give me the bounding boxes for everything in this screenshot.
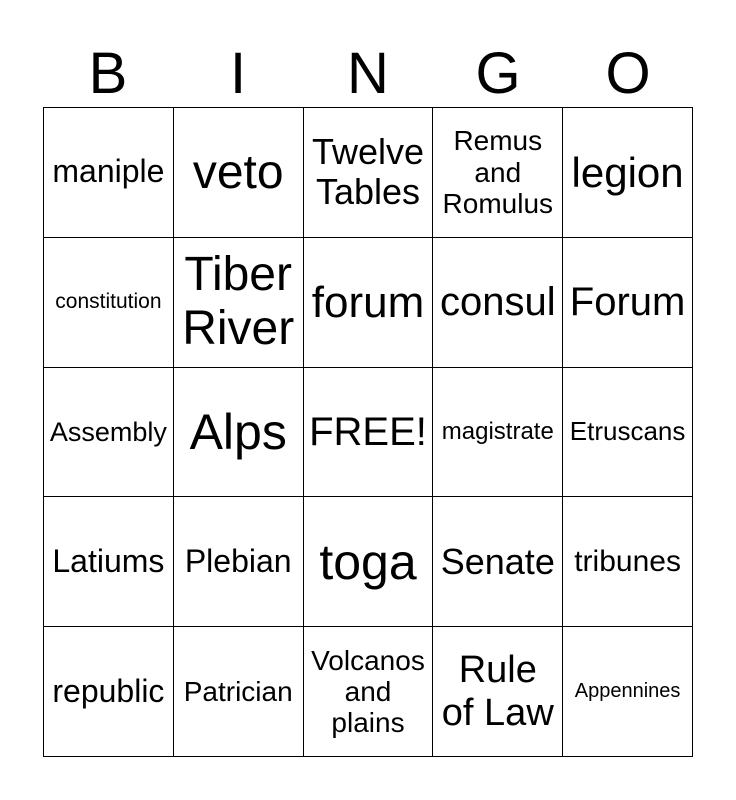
bingo-cell-label: Rule of Law xyxy=(441,649,554,734)
bingo-cell-label: Forum xyxy=(569,279,686,324)
header-letter-i: I xyxy=(229,41,247,106)
bingo-cell-label: Appennines xyxy=(574,680,681,703)
bingo-cell-label: consul xyxy=(439,279,556,324)
bingo-cell[interactable] xyxy=(563,497,693,627)
bingo-cell[interactable] xyxy=(174,108,304,238)
bingo-cell[interactable] xyxy=(433,238,563,368)
bingo-cell[interactable] xyxy=(174,497,304,627)
bingo-cell[interactable] xyxy=(44,368,174,498)
bingo-cell[interactable] xyxy=(44,497,174,627)
bingo-cell-label: maniple xyxy=(52,153,165,190)
bingo-cell-label: Etruscans xyxy=(569,416,686,447)
bingo-cell-label: Alps xyxy=(189,403,287,460)
bingo-cell-label: Twelve Tables xyxy=(311,131,425,213)
bingo-cell-label: magistrate xyxy=(441,417,554,445)
bingo-cell[interactable] xyxy=(433,497,563,627)
bingo-cell-label: FREE! xyxy=(309,409,427,454)
bingo-cell[interactable] xyxy=(304,368,434,498)
bingo-cell[interactable] xyxy=(563,627,693,757)
bingo-cell[interactable] xyxy=(563,238,693,368)
bingo-cell-label: Latiums xyxy=(52,542,165,579)
bingo-cell-label: Senate xyxy=(440,540,555,582)
bingo-cell[interactable] xyxy=(563,108,693,238)
bingo-cell-label: Patrician xyxy=(183,675,293,707)
bingo-cell[interactable] xyxy=(44,108,174,238)
bingo-grid xyxy=(43,107,693,757)
header-letter-n: N xyxy=(347,41,389,106)
bingo-cell[interactable] xyxy=(304,108,434,238)
bingo-cell-label: Tiber River xyxy=(182,248,295,356)
header-letter-b: B xyxy=(88,41,128,106)
bingo-cell-label: Volcanos and plains xyxy=(311,644,425,739)
bingo-cell[interactable] xyxy=(433,627,563,757)
bingo-cell-label: republic xyxy=(52,672,165,709)
header-letter-o: O xyxy=(605,41,651,106)
bingo-cell-label: forum xyxy=(311,277,425,327)
bingo-cell-label: legion xyxy=(571,148,684,196)
bingo-header xyxy=(43,40,693,108)
bingo-cell-label: Remus and Romulus xyxy=(442,125,554,220)
bingo-cell-label: constitution xyxy=(55,290,162,314)
bingo-cell[interactable] xyxy=(174,238,304,368)
bingo-cell[interactable] xyxy=(304,238,434,368)
bingo-cell-label: Plebian xyxy=(184,542,292,579)
bingo-cell[interactable] xyxy=(174,368,304,498)
bingo-cell[interactable] xyxy=(304,497,434,627)
bingo-cell[interactable] xyxy=(174,627,304,757)
bingo-cell-label: toga xyxy=(319,533,417,590)
bingo-cell[interactable] xyxy=(44,627,174,757)
bingo-cell-label: Assembly xyxy=(49,416,167,447)
bingo-cell[interactable] xyxy=(563,368,693,498)
bingo-cell[interactable] xyxy=(433,368,563,498)
bingo-cell-label: tribunes xyxy=(574,544,681,578)
header-letter-g: G xyxy=(475,41,521,106)
bingo-cell[interactable] xyxy=(44,238,174,368)
bingo-cell-label: veto xyxy=(192,145,284,199)
bingo-cell[interactable] xyxy=(304,627,434,757)
bingo-cell[interactable] xyxy=(433,108,563,238)
